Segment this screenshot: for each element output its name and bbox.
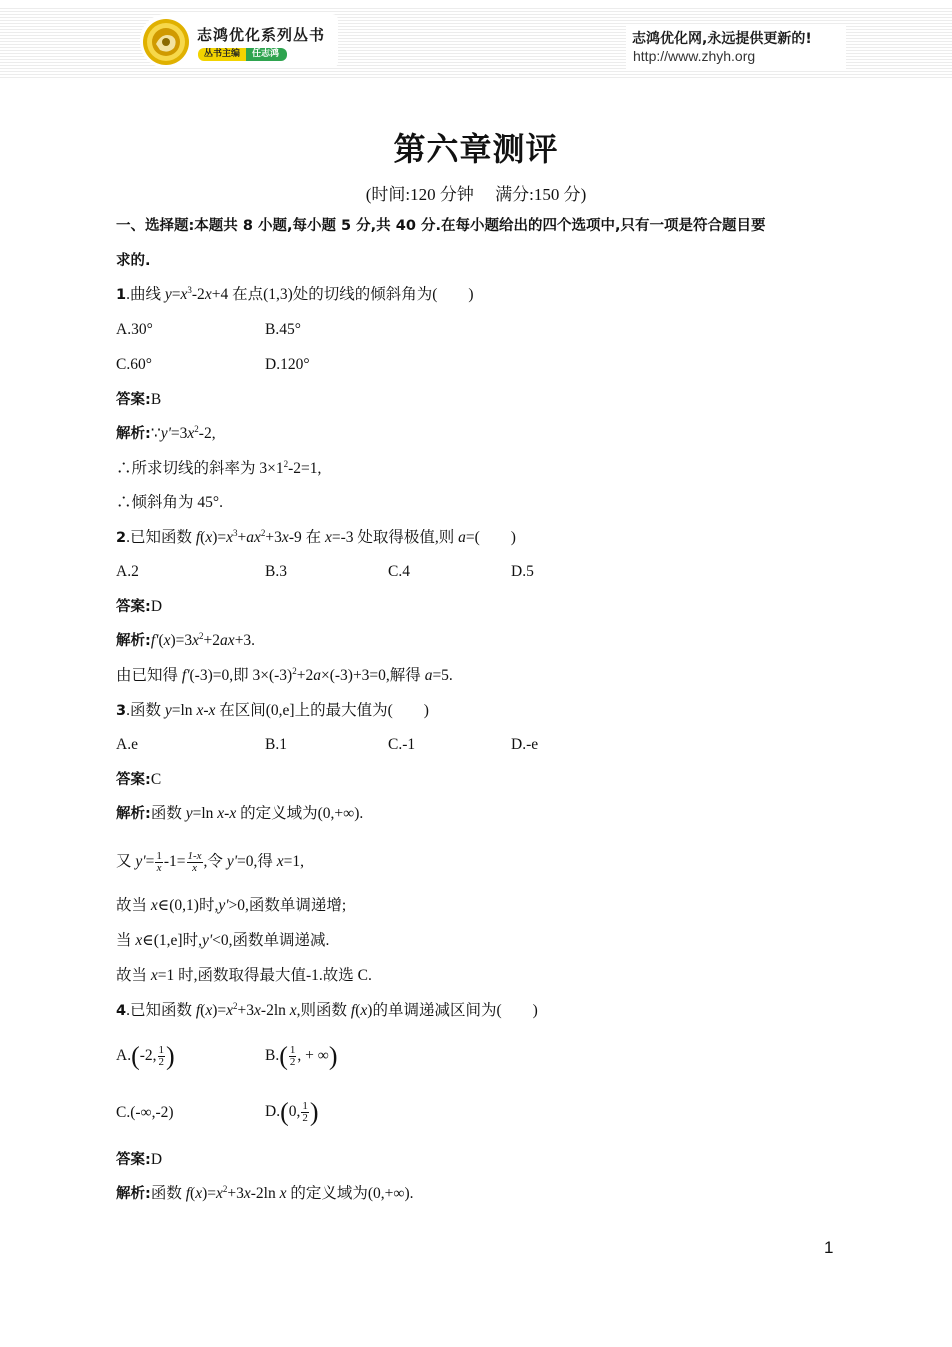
math-var: y' [226,853,238,870]
analysis-text: 故当 [116,967,151,984]
exponent: 2 [283,459,289,469]
section-heading-line1: 一、选择题:本题共 8 小题,每小题 5 分,共 40 分.在每小题给出的四个选项中,只有一项是符合题目要 [116,218,766,234]
analysis-text: ,令 [203,853,227,870]
denominator: 2 [158,1055,165,1068]
q2-option-d: D.5 [511,563,534,580]
answer-label: 答案: [116,392,151,408]
question-3-stem [116,701,429,721]
q3-analysis-5 [116,966,372,986]
exponent: 2 [199,631,204,641]
q3-option-d: D.-e [511,736,539,753]
right-paren: ) [166,1041,175,1071]
analysis-text: <0,函数单调递减. [212,932,330,949]
question-number: 4 [116,1003,127,1019]
q4-option-b [265,1041,338,1071]
math-var: x [226,529,234,546]
q1-option-b: B.45° [265,321,301,338]
q2-option-b: B.3 [265,563,287,580]
answer-value: D [150,598,163,615]
q4-option-d [265,1097,319,1127]
page-header [0,0,952,82]
q1-answer [116,390,161,410]
math-var: x [204,286,212,303]
math-var: x [205,1002,213,1019]
header-url[interactable]: http://www.zhyh.org [633,48,756,64]
analysis-label: 解析: [116,806,151,822]
analysis-label: 解析: [116,426,151,442]
analysis-text: ∈(0,1)时, [157,897,219,914]
q2-option-c: C.4 [388,563,410,580]
q3-answer [116,770,161,790]
numerator: 1-x [187,849,202,862]
q1-analysis-1 [116,424,216,444]
section-heading-line2: 求的. [116,253,151,269]
analysis-text: =0,得 [237,853,277,870]
analysis-text: >0,函数单调递增; [228,897,347,914]
q3-analysis-2 [116,849,304,875]
header-slogan: 志鸿优化网,永远提供更新的! [632,31,812,47]
exponent: 3 [233,528,238,538]
math-var: f' [181,667,190,684]
math-var: x [254,1002,261,1019]
analysis-label: 解析: [116,1186,151,1202]
math-var: f [350,1002,356,1019]
analysis-text: ( [190,1185,196,1202]
analysis-text: )= [202,1185,216,1202]
stem-text: .已知函数 [126,529,196,546]
stem-text: )的单调递减区间为( ) [367,1002,538,1019]
analysis-text: =1 时,函数取得最大值-1.故选 C. [157,967,372,984]
left-paren: ( [131,1041,140,1071]
analysis-text: ∈(1,e]时, [142,932,202,949]
stem-text: +4 在点(1,3)处的切线的倾斜角为( ) [211,286,474,303]
q3-analysis-3 [116,896,346,916]
left-paren: ( [279,1041,288,1071]
q3-analysis-1 [116,804,363,824]
option-label: B. [265,1047,280,1064]
math-var: x [150,967,158,984]
math-var: a [458,529,466,546]
math-var: x [229,805,237,822]
math-var: x [217,805,225,822]
math-var: x [150,897,158,914]
math-var: y' [135,853,146,870]
exponent: 2 [233,1001,238,1011]
stem-text: = [171,286,181,303]
denominator: 2 [302,1111,308,1124]
stem-text: + [237,529,247,546]
stem-text: )= [212,1002,227,1019]
math-var: f [185,1185,191,1202]
fraction [301,1101,309,1124]
stem-text: 在区间(0,e]上的最大值为( ) [215,702,429,719]
question-2-stem [116,528,516,548]
math-var: y [185,805,193,822]
math-var: x [195,1185,203,1202]
analysis-text: = [145,853,155,870]
fraction [158,1045,166,1068]
math-var: y [164,286,172,303]
question-number: 3 [116,703,127,719]
stem-text: ,则函数 [296,1002,351,1019]
analysis-text: ∴所求切线的斜率为 3×1 [116,460,284,477]
answer-value: D [150,1151,163,1168]
q4-analysis-1 [116,1184,414,1204]
math-var: y [164,702,172,719]
option-label: D. [265,1103,281,1120]
stem-text: =( ) [465,529,516,546]
denominator: x [192,861,197,874]
math-var: x [276,853,284,870]
math-var: x [226,1002,234,1019]
analysis-text: +3. [234,632,256,649]
analysis-text: (-3)=0,即 3×(-3) [189,667,293,684]
analysis-text: =3 [170,425,188,442]
analysis-text: +3 [227,1185,244,1202]
math-var: x [163,632,171,649]
answer-label: 答案: [116,772,151,788]
page-number: 1 [824,1238,834,1257]
answer-label: 答案: [116,1152,151,1168]
option-label: A. [116,1047,132,1064]
exponent: 2 [292,666,297,676]
analysis-text: -2ln [250,1185,280,1202]
editor-label: 丛书主编 [198,48,246,61]
right-paren: ) [328,1041,338,1071]
math-var: x [187,425,195,442]
analysis-text: 故当 [116,897,151,914]
math-var: x [289,1002,297,1019]
right-paren: ) [309,1097,319,1127]
math-var: x [192,632,200,649]
exponent: 2 [222,1184,228,1194]
analysis-label: 解析: [116,633,151,649]
fraction [289,1045,297,1068]
denominator: x [156,861,162,874]
q4-answer [116,1150,162,1170]
numerator: 1 [156,849,162,862]
analysis-text: 又 [116,853,136,870]
math-var: a [424,667,433,684]
math-var: f' [150,632,159,649]
analysis-text: =1, [283,853,305,870]
stem-text: ( [200,529,206,546]
q1-option-c: C.60° [116,356,152,373]
math-var: ax [246,529,261,546]
math-var: y' [201,932,213,949]
question-4-stem [116,1001,538,1021]
q1-option-a: A.30° [116,321,153,338]
stem-text: .函数 [126,702,165,719]
analysis-text: 函数 [150,805,186,822]
math-var: x [281,529,289,546]
denominator: 2 [289,1055,296,1068]
q4-option-a [116,1041,175,1071]
q2-option-a: A.2 [116,563,139,580]
q4-option-c: C.(-∞,-2) [116,1104,174,1121]
exponent: 2 [260,528,266,538]
stem-text: ( [200,1002,206,1019]
stem-text: -2 [191,286,205,303]
question-number: 1 [116,287,127,303]
numerator: 1 [289,1043,296,1056]
option-text: 0, [288,1103,301,1120]
question-1-stem [116,285,474,305]
q1-option-d: D.120° [265,356,310,373]
q3-option-b: B.1 [265,736,287,753]
analysis-text: ∵ [150,425,161,442]
answer-value: B [150,391,162,408]
analysis-text: 函数 [150,1185,186,1202]
left-paren: ( [280,1097,289,1127]
exponent: 2 [194,424,199,434]
math-var: y' [218,897,229,914]
page-title: 第六章测评 [393,130,559,168]
math-var: x [243,1185,251,1202]
publisher-logo-icon [142,18,190,66]
q3-option-c: C.-1 [388,736,416,753]
fraction [155,851,163,874]
analysis-text: 的定义域为(0,+∞). [236,805,364,822]
analysis-text: ×(-3)+3=0,解得 [320,667,425,684]
stem-text: +3 [237,1002,255,1019]
exam-time-info: (时间:120 分钟 满分:150 分) [365,185,587,204]
stem-text: .曲线 [126,286,165,303]
question-number: 2 [116,530,127,546]
analysis-text: =ln [192,805,218,822]
stem-text: =ln [171,702,197,719]
numerator: 1 [158,1043,165,1056]
stem-text: - [203,702,209,719]
stem-text: -9 在 [288,529,325,546]
stem-text: )= [212,529,227,546]
q1-analysis-2 [116,459,321,479]
editor-name: 任志鸿 [246,48,287,61]
stem-text: +3 [265,529,282,546]
analysis-text: 由已知得 [116,667,182,684]
analysis-text: - [224,805,230,822]
math-var: x [180,286,188,303]
math-var: ax [220,632,235,649]
math-var: x [208,702,216,719]
q1-analysis-3: ∴倾斜角为 45°. [116,494,223,511]
answer-value: C [150,771,162,788]
analysis-text: -1= [163,853,186,870]
math-var: a [313,667,321,684]
math-var: f [195,1002,201,1019]
analysis-text: 的定义域为(0,+∞). [286,1185,414,1202]
analysis-text: -2=1, [288,460,322,477]
q2-answer [116,597,162,617]
analysis-text: 当 [116,932,136,949]
math-var: x [196,702,204,719]
option-text: -2, [139,1047,157,1064]
math-var: x [279,1185,287,1202]
series-title: 志鸿优化系列丛书 [197,26,326,44]
editor-tag [198,48,287,61]
math-var: x [324,529,332,546]
q2-analysis-2 [116,666,453,686]
math-var: x [135,932,143,949]
analysis-text: +2 [296,667,314,684]
math-var: x [360,1002,368,1019]
stem-text: ( [355,1002,361,1019]
math-var: x [205,529,213,546]
option-text: , + ∞ [297,1047,329,1064]
stem-text: .已知函数 [126,1002,196,1019]
q3-option-a: A.e [116,736,138,753]
numerator: 1 [302,1099,308,1112]
exponent: 3 [187,285,192,295]
stem-text: =-3 处取得极值,则 [331,529,459,546]
analysis-text: =5. [432,667,453,684]
math-var: y' [160,425,171,442]
analysis-text: ( [158,632,164,649]
analysis-text: +2 [203,632,221,649]
fraction [187,851,203,874]
math-var: f [195,529,201,546]
answer-label: 答案: [116,599,151,615]
math-var: x [215,1185,223,1202]
analysis-text: )=3 [170,632,193,649]
q2-analysis-1 [116,631,255,651]
stem-text: -2ln [260,1002,290,1019]
analysis-text: -2, [198,425,216,442]
q3-analysis-4 [116,931,329,951]
